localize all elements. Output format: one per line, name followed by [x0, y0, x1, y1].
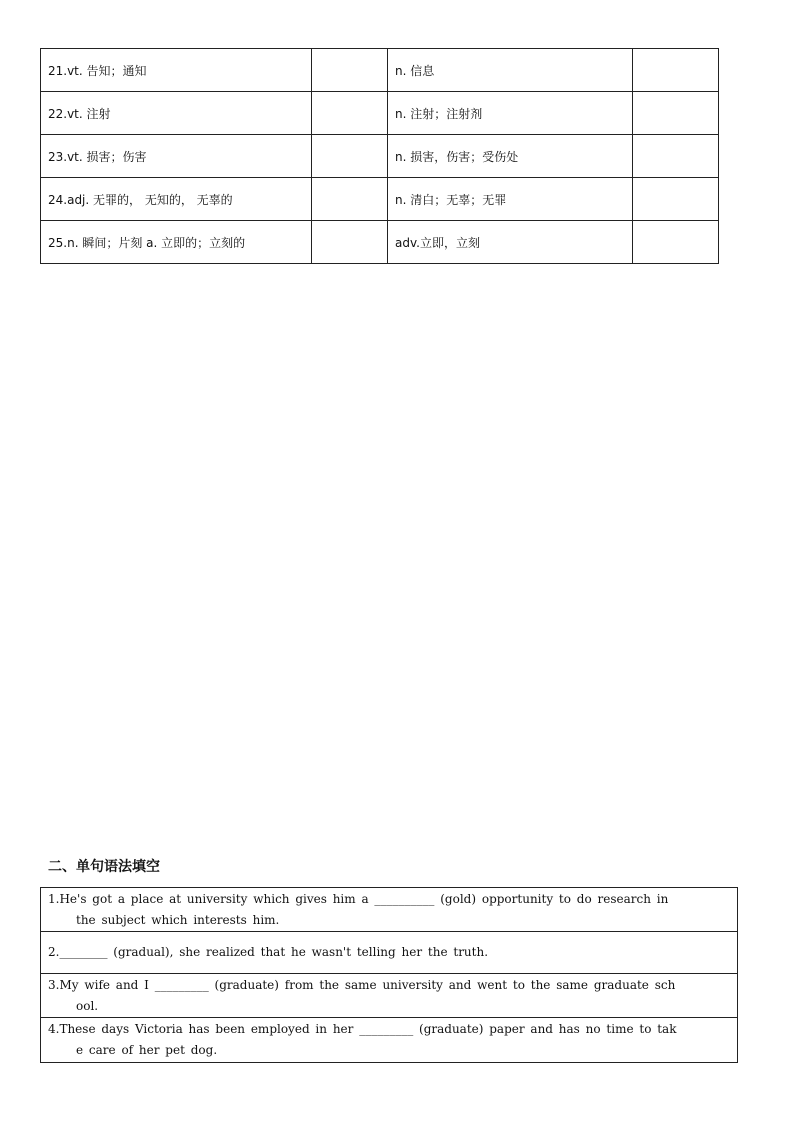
exercise-text-continuation: the subject which interests him.: [76, 913, 280, 927]
exercise-text-line: 4.These days Victoria has been employed in her _________ (graduate) paper and has no time to tak: [48, 1022, 677, 1036]
exercise-item: [41, 974, 737, 1018]
vocab-derivative-cell: adv.立即，立刻: [388, 221, 633, 264]
table-row: [41, 135, 719, 178]
vocab-prompt-cell: 24.adj. 无罪的， 无知的， 无辜的: [41, 178, 312, 221]
table-row: [41, 49, 719, 92]
vocab-derivative-cell: n. 清白；无辜；无罪: [388, 178, 633, 221]
grammar-exercise-box: [40, 887, 738, 1063]
vocab-derivative-cell: n. 损害，伤害；受伤处: [388, 135, 633, 178]
vocab-answer-cell[interactable]: [312, 49, 388, 92]
table-row: [41, 221, 719, 264]
vocab-derivative-answer-cell[interactable]: [633, 178, 719, 221]
vocab-prompt-cell: 21.vt. 告知；通知: [41, 49, 312, 92]
exercise-text-line: 3.My wife and I _________ (graduate) from the same university and went to the same graduate sch: [48, 978, 676, 992]
vocab-derivative-answer-cell[interactable]: [633, 92, 719, 135]
vocab-derivative-answer-cell[interactable]: [633, 135, 719, 178]
section-title: 二、单句语法填空: [48, 859, 160, 875]
vocab-answer-cell[interactable]: [312, 221, 388, 264]
vocab-prompt-cell: 23.vt. 损害；伤害: [41, 135, 312, 178]
vocab-derivative-answer-cell[interactable]: [633, 221, 719, 264]
exercise-text-continuation: ool.: [76, 999, 99, 1013]
vocab-prompt-cell: 25.n. 瞬间；片刻 a. 立即的；立刻的: [41, 221, 312, 264]
vocab-derivative-answer-cell[interactable]: [633, 49, 719, 92]
vocab-prompt-cell: 22.vt. 注射: [41, 92, 312, 135]
vocab-derivative-cell: n. 注射；注射剂: [388, 92, 633, 135]
exercise-item: [41, 932, 737, 974]
exercise-text-continuation: e care of her pet dog.: [76, 1043, 218, 1057]
vocab-derivative-cell: n. 信息: [388, 49, 633, 92]
vocabulary-table: [40, 48, 719, 264]
exercise-text-line: 2.________ (gradual), she realized that he wasn't telling her the truth.: [48, 945, 489, 959]
exercise-item: [41, 888, 737, 932]
exercise-item: [41, 1018, 737, 1062]
vocab-answer-cell[interactable]: [312, 92, 388, 135]
exercise-text-line: 1.He's got a place at university which gives him a __________ (gold) opportunity to do research in: [48, 892, 669, 906]
table-row: [41, 178, 719, 221]
vocab-answer-cell[interactable]: [312, 178, 388, 221]
vocab-answer-cell[interactable]: [312, 135, 388, 178]
table-row: [41, 92, 719, 135]
